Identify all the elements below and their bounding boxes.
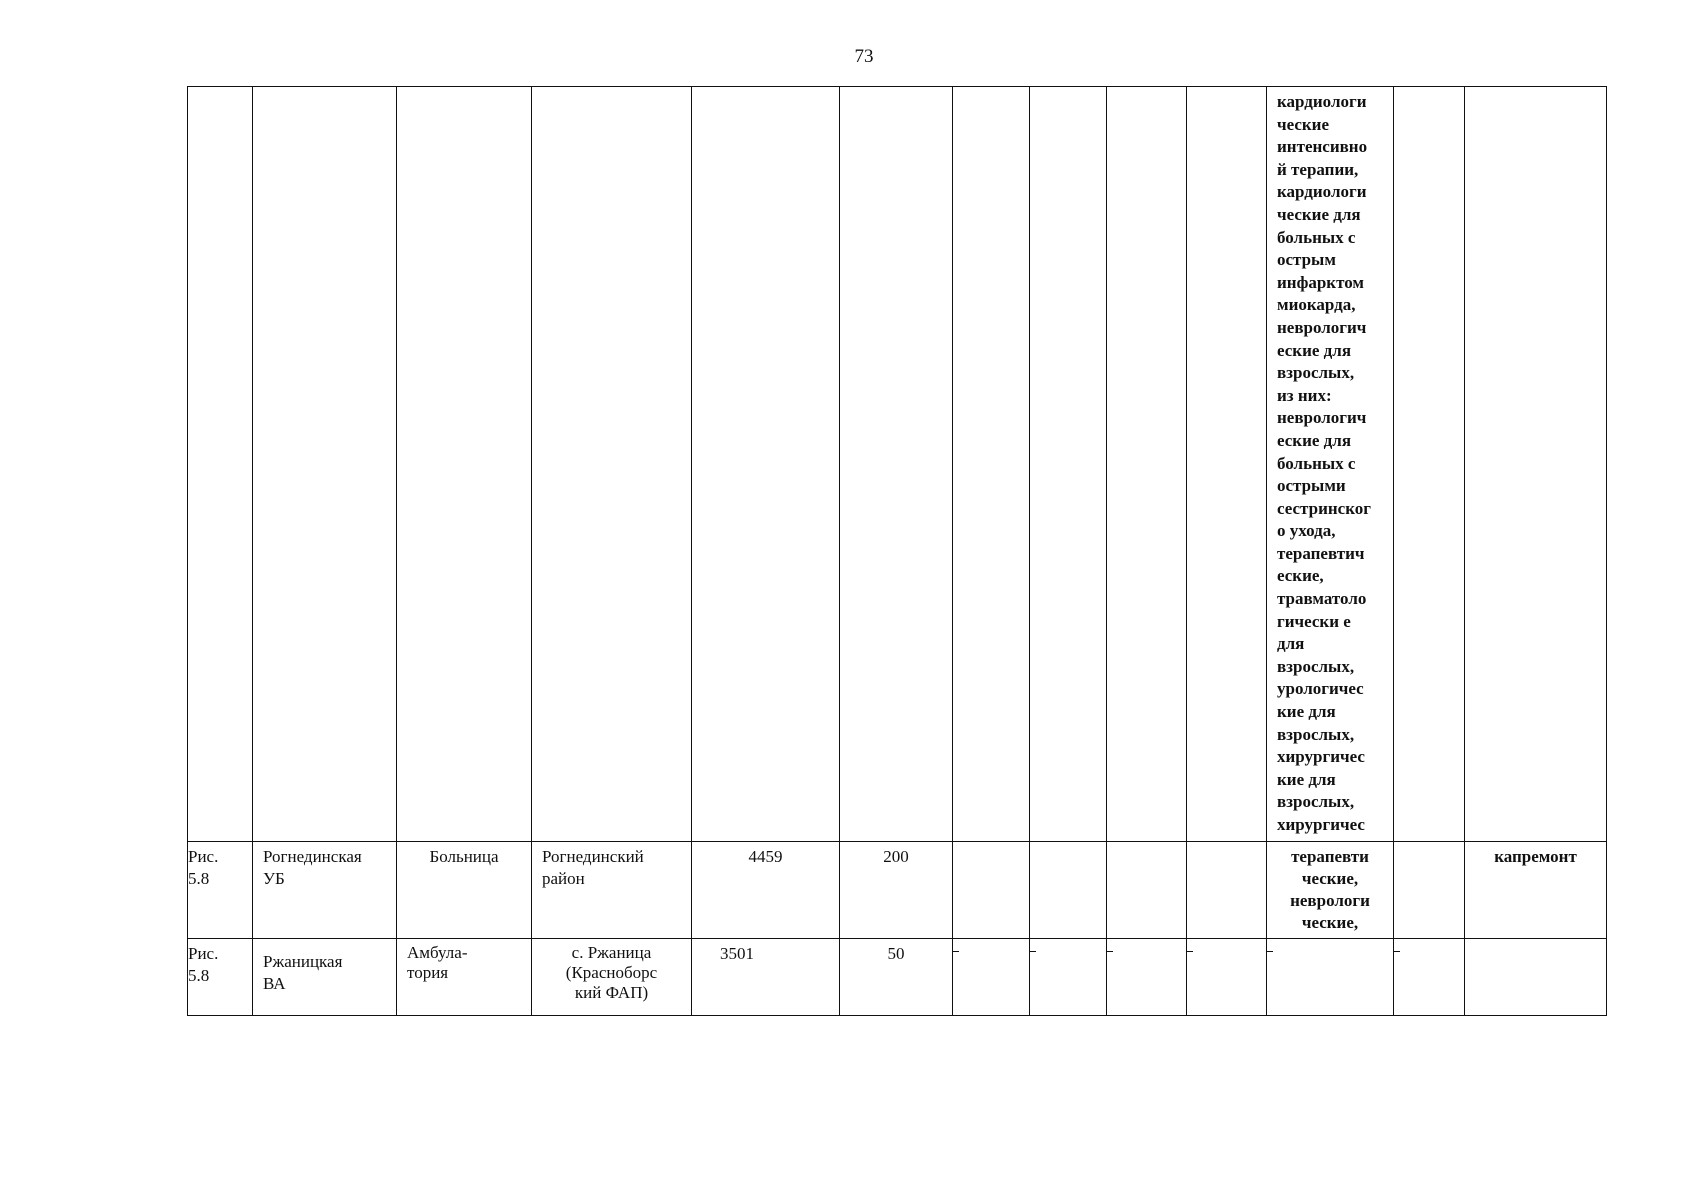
dash-mark xyxy=(1267,938,1394,1015)
facility-type-cell: Амбула- тория xyxy=(397,938,532,1015)
location-cell: Рогнединский район xyxy=(532,841,692,938)
population-cell: 4459 xyxy=(692,841,840,938)
capacity-cell: 50 xyxy=(840,938,953,1015)
capacity-cell: 200 xyxy=(840,841,953,938)
facility-name-cell: Рогнединская УБ xyxy=(253,841,397,938)
figure-ref-cell: Рис. 5.8 xyxy=(188,841,253,938)
figure-ref-cell: Рис. 5.8 xyxy=(188,938,253,1015)
dash-mark xyxy=(953,938,1030,1015)
note-cell: капремонт xyxy=(1465,841,1607,938)
table-row xyxy=(188,841,1607,938)
population-cell: 3501 xyxy=(692,938,840,1015)
dash-mark xyxy=(1394,938,1465,1015)
facility-name-cell: Ржаницкая ВА xyxy=(253,938,397,1015)
facility-type-cell: Больница xyxy=(397,841,532,938)
table-row xyxy=(188,87,1607,842)
bed-profiles-cell: кардиологи ческие интенсивно й терапии, кардиологи ческие для больных с острым инфарктом миокарда, неврологич еские для взрослых, из них: неврологич еские для больных с острыми сестринског о ухода, терапевтич еские, травматоло гически е для взрослых, урологичес кие для взрослых, хирургичес кие для взрослых, хирургичес xyxy=(1267,87,1394,842)
dash-mark xyxy=(1107,938,1187,1015)
table-row xyxy=(188,938,1607,1015)
page-number: 73 xyxy=(854,46,874,67)
facilities-table xyxy=(187,86,1607,1016)
dash-mark xyxy=(1030,938,1107,1015)
location-cell: с. Ржаница (Красноборс кий ФАП) xyxy=(532,938,692,1015)
dash-mark xyxy=(1187,938,1267,1015)
bed-profiles-cell: терапевти ческие, неврологи ческие, xyxy=(1267,841,1394,938)
